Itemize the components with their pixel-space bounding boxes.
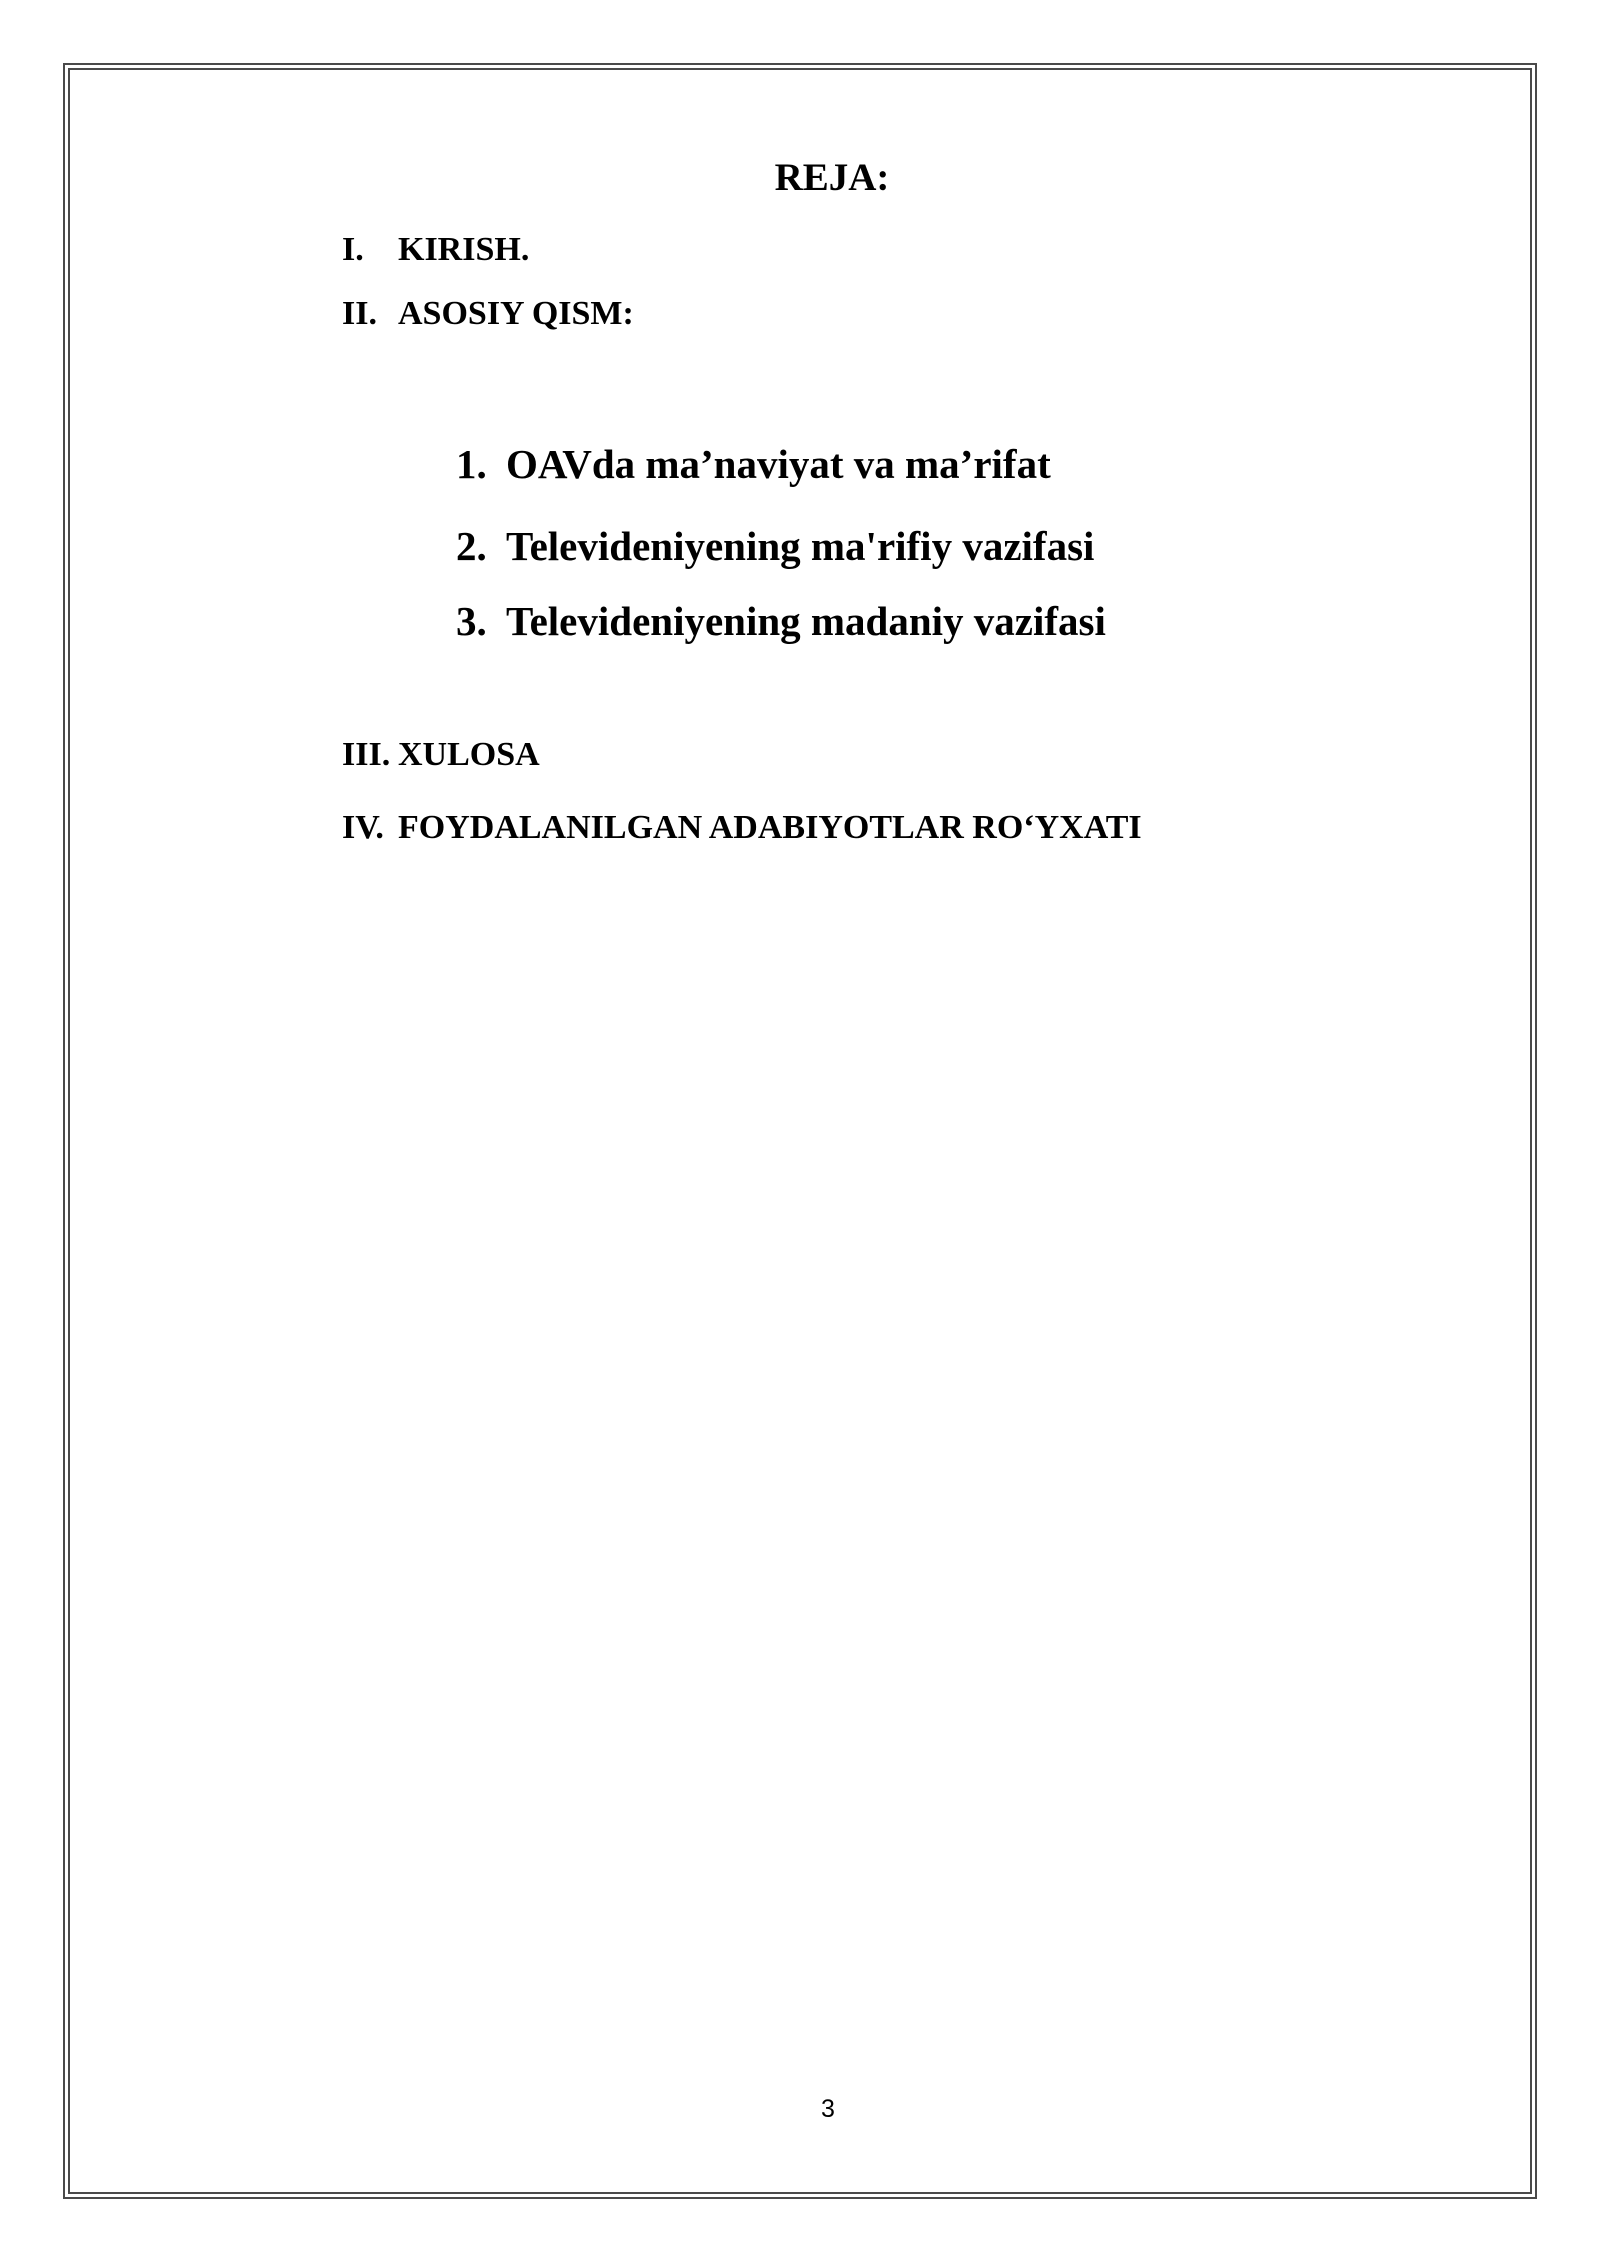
page-border-inner	[68, 68, 1532, 2194]
section-label: KIRISH.	[398, 231, 530, 268]
section-item-main	[342, 292, 634, 336]
subsection-label: OAVda ma’naviyat va ma’rifat	[506, 441, 1051, 487]
section-number: II.	[342, 295, 377, 332]
subsection-label: Televideniyening madaniy vazifasi	[506, 598, 1106, 644]
page-number: 3	[821, 2095, 835, 2123]
section-label: FOYDALANILGAN ADABIYOTLAR RO‘YXATI	[398, 809, 1142, 846]
section-item-references	[342, 806, 1142, 850]
section-number: IV.	[342, 809, 384, 846]
subsection-item-1	[456, 436, 1051, 492]
section-number: III.	[342, 736, 391, 773]
section-label: ASOSIY QISM:	[398, 295, 634, 332]
subsection-number: 3.	[456, 598, 487, 644]
section-item-intro	[342, 228, 529, 272]
subsection-label: Televideniyening ma'rifiy vazifasi	[506, 523, 1095, 569]
subsection-item-3	[456, 593, 1106, 649]
section-number: I.	[342, 231, 364, 268]
plan-title: REJA:	[774, 156, 890, 199]
section-item-conclusion	[342, 733, 540, 777]
subsection-number: 1.	[456, 441, 487, 487]
subsection-number: 2.	[456, 523, 487, 569]
section-label: XULOSA	[398, 736, 540, 773]
subsection-item-2	[456, 518, 1094, 574]
